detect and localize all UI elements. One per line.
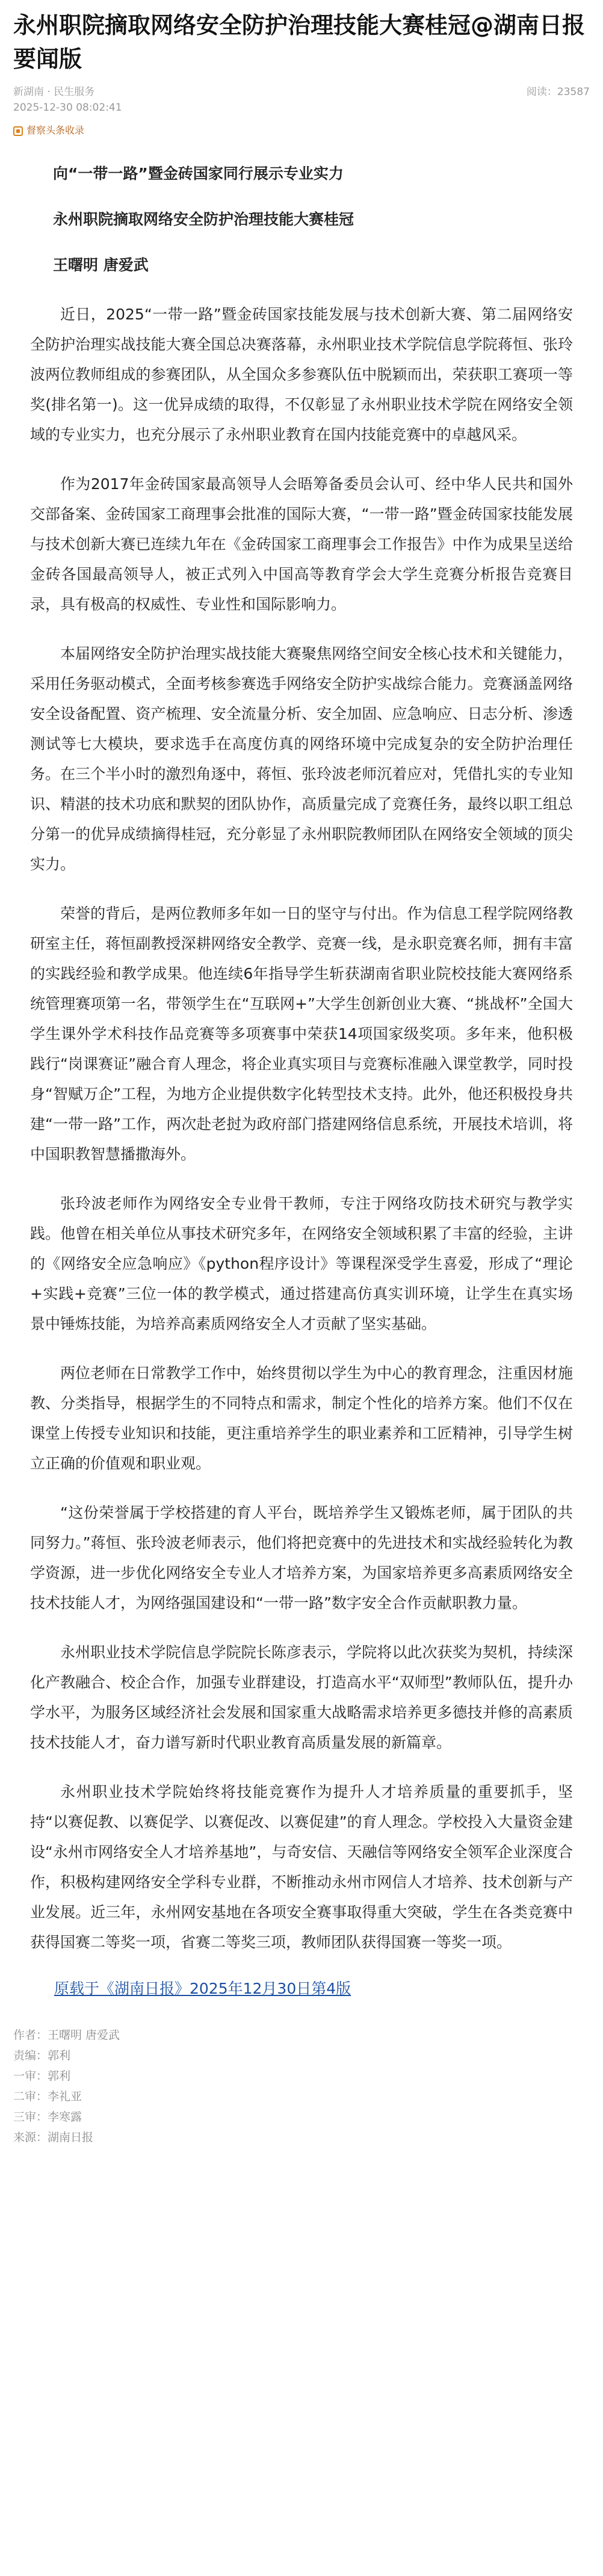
article-meta <box>13 84 590 116</box>
credit-value: 郭利 <box>48 2049 71 2062</box>
article-source: 新湖南 · 民生服务 <box>13 86 95 98</box>
article-datetime: 2025-12-30 08:02:41 <box>13 102 122 114</box>
collection-tag-label: 督察头条收录 <box>26 126 85 136</box>
credits-block <box>13 2025 590 2148</box>
credit-label: 作者： <box>13 2029 48 2042</box>
tag-icon <box>13 126 23 136</box>
paragraph: 永州职业技术学院始终将技能竞赛作为提升人才培养质量的重要抓手，坚持“以赛促教、以赛促学、以赛促改、以赛促建”的育人理念。学校投入大量资金建设“永州市网络安全人才培养基地”，与奇安信、天融信等网络安全领军企业深度合作，积极构建网络安全学科专业群，不断推动永州市网信人才培养、技术创新与产业发展。近三年，永州网安基地在各项安全赛事取得重大突破，学生在各类竞赛中获得国赛二等奖一项，省赛二等奖三项，教师团队获得国赛一等奖一项。 <box>30 1783 573 1951</box>
credit-row <box>13 2086 590 2107</box>
article-title: 永州职院摘取网络安全防护治理技能大赛桂冠@湖南日报要闻版 <box>13 12 586 72</box>
credit-label: 三审： <box>13 2110 48 2124</box>
paragraph: 本届网络安全防护治理实战技能大赛聚焦网络空间安全核心技术和关键能力，采用任务驱动模式，全面考核参赛选手网络安全防护实战综合能力。竞赛涵盖网络安全设备配置、资产梳理、安全流量分析、安全加固、应急响应、日志分析、渗透测试等七大模块，要求选手在高度仿真的网络环境中完成复杂的安全防护治理任务。在三个半小时的激烈角逐中，蒋恒、张玲波老师沉着应对，凭借扎实的专业知识、精湛的技术功底和默契的团队协作，高质量完成了竞赛任务，最终以职工组总分第一的优异成绩摘得桂冠，充分彰显了永州职院教师团队在网络安全领域的顶尖实力。 <box>30 645 573 873</box>
paragraph: 两位老师在日常教学工作中，始终贯彻以学生为中心的教育理念，注重因材施教、分类指导，根据学生的不同特点和需求，制定个性化的培养方案。他们不仅在课堂上传授专业知识和技能，更注重培养学生的职业素养和工匠精神，引导学生树立正确的价值观和职业观。 <box>30 1364 573 1472</box>
article-body <box>13 162 590 2001</box>
meta-left <box>13 84 122 116</box>
credit-row <box>13 2025 590 2045</box>
credit-label: 来源： <box>13 2131 48 2144</box>
credit-value: 李礼亚 <box>48 2090 82 2103</box>
credit-value: 李寒露 <box>48 2110 82 2124</box>
paragraph: 作为2017年金砖国家最高领导人会晤筹备委员会认可、经中华人民共和国外交部备案、金砖国家工商理事会批准的国际大赛，“一带一路”暨金砖国家技能发展与技术创新大赛已连续九年在《金砖国家工商理事会工作报告》中作为成果呈送给金砖各国最高领导人，被正式列入中国高等教育学会大学生竞赛分析报告竞赛目录，具有极高的权威性、专业性和国际影响力。 <box>30 475 573 613</box>
credit-value: 王曙明 唐爱武 <box>48 2029 120 2042</box>
credit-label: 二审： <box>13 2090 48 2103</box>
article-authors: 王曙明 唐爱武 <box>53 256 149 274</box>
credit-label: 一审： <box>13 2069 48 2083</box>
collection-tag-button[interactable] <box>13 124 84 138</box>
subtitle-1: 向“一带一路”暨金砖国家同行展示专业实力 <box>53 165 344 182</box>
view-count: 阅读：23587 <box>526 86 590 98</box>
credit-row <box>13 2066 590 2086</box>
paragraph: “这份荣誉属于学校搭建的育人平台，既培养学生又锻炼老师，属于团队的共同努力。”蒋恒、张玲波老师表示，他们将把竞赛中的先进技术和实战经验转化为教学资源，进一步优化网络安全专业人才培养方案，为国家培养更多高素质网络安全技术技能人才，为网络强国建设和“一带一路”数字安全合作贡献职教力量。 <box>30 1504 573 1612</box>
credit-row <box>13 2127 590 2148</box>
paragraph: 近日，2025“一带一路”暨金砖国家技能发展与技术创新大赛、第二届网络安全防护治理实战技能大赛全国总决赛落幕，永州职业技术学院信息学院蒋恒、张玲波两位教师组成的参赛团队，从全国众多参赛队伍中脱颖而出，荣获职工赛项一等奖(排名第一)。这一优异成绩的取得，不仅彰显了永州职业技术学院在网络安全领域的专业实力，也充分展示了永州职业教育在国内技能竞赛中的卓越风采。 <box>30 306 573 443</box>
paragraph: 荣誉的背后，是两位教师多年如一日的坚守与付出。作为信息工程学院网络教研室主任，蒋恒副教授深耕网络安全教学、竞赛一线，是永职竞赛名师，拥有丰富的实践经验和教学成果。他连续6年指导学生斩获湖南省职业院校技能大赛网络系统管理赛项第一名，带领学生在“互联网+”大学生创新创业大赛、“挑战杯”全国大学生课外学术科技作品竞赛等多项赛事中荣获14项国家级奖项。多年来，他积极践行“岗课赛证”融合育人理念，将企业真实项目与竞赛标准融入课堂教学，同时投身“智赋万企”工程，为地方企业提供数字化转型技术支持。此外，他还积极投身共建“一带一路”工作，两次赴老挝为政府部门搭建网络信息系统，开展技术培训，将中国职教智慧播撒海外。 <box>30 905 573 1163</box>
source-link[interactable]: 原载于《湖南日报》2025年12月30日第4版 <box>54 1980 351 1997</box>
credit-row <box>13 2107 590 2127</box>
subtitle-2: 永州职院摘取网络安全防护治理技能大赛桂冠 <box>53 211 354 228</box>
credit-label: 责编： <box>13 2049 48 2062</box>
paragraph: 永州职业技术学院信息学院院长陈彦表示，学院将以此次获奖为契机，持续深化产教融合、校企合作，加强专业群建设，打造高水平“双师型”教师队伍，提升办学水平，为服务区域经济社会发展和国家重大战略需求培养更多德技并修的高素质技术技能人才，奋力谱写新时代职业教育高质量发展的新篇章。 <box>30 1644 573 1751</box>
article-page <box>0 8 603 2148</box>
credit-value: 湖南日报 <box>48 2131 94 2144</box>
credit-value: 郭利 <box>48 2069 71 2083</box>
credit-row <box>13 2045 590 2066</box>
paragraph: 张玲波老师作为网络安全专业骨干教师，专注于网络攻防技术研究与教学实践。他曾在相关单位从事技术研究多年，在网络安全领域积累了丰富的经验，主讲的《网络安全应急响应》《python程序设计》等课程深受学生喜爱，形成了“理论+实践+竞赛”三位一体的教学模式，通过搭建高仿真实训环境，让学生在真实场景中锤炼技能，为培养高素质网络安全人才贡献了坚实基础。 <box>30 1195 573 1333</box>
